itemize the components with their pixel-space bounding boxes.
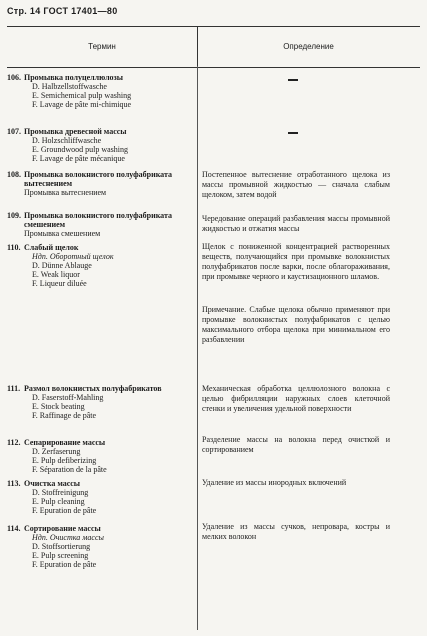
entry-translation-fr: F. Lavage de pâte mi-chimique — [32, 100, 132, 109]
entry-110 — [7, 243, 190, 288]
entry-deprecated-term: Ндп. Очистка массы — [32, 533, 104, 542]
entry-synonym: Промывка вытеснением — [24, 188, 107, 197]
entry-term: Сепарирование массы — [24, 438, 106, 447]
entry-term: Промывка полуцеллюлозы — [24, 73, 124, 82]
entry-term: Размол волокнистых полуфабрикатов — [24, 384, 162, 393]
entry-number: 108. — [7, 170, 21, 179]
entry-translation-en: E. Groundwood pulp washing — [32, 145, 128, 154]
column-divider-body — [197, 66, 198, 630]
entry-number: 111. — [7, 384, 21, 393]
entry-deprecated-term: Ндп. Оборотный щелок — [32, 252, 114, 261]
definition-110-note: Примечание. Слабые щелока обычно применяют при промывке волокнистых полуфабрикатов с целью максимального отбора щелока при минимальном его разбавлении — [202, 305, 390, 344]
entry-term: Очистка массы — [24, 479, 81, 488]
entry-synonym: Промывка смешением — [24, 229, 101, 238]
entry-translation-fr: F. Liqueur diluée — [32, 279, 87, 288]
entry-number: 114. — [7, 524, 21, 533]
entry-109 — [7, 211, 190, 238]
definition-113: Удаление из массы инородных включений — [202, 478, 347, 487]
entry-translation-fr: F. Lavage de pâte mécanique — [32, 154, 125, 163]
definition-dash-107 — [288, 132, 298, 134]
definition-114: Удаление из массы сучков, непровара, костры и мелких волокон — [202, 522, 390, 541]
entry-translation-de: D. Faserstoff-Mahling — [32, 393, 104, 402]
entry-term: Промывка волокнистого полуфабриката смешением — [24, 211, 173, 229]
table-header — [7, 26, 420, 68]
entry-114 — [7, 524, 190, 569]
entry-number: 110. — [7, 243, 21, 252]
entry-translation-en: E. Weak liquor — [32, 270, 80, 279]
definition-108: Постепенное вытеснение отработанного щелока из массы промывной жидкостью — сначала слабым щелоком, затем водой — [202, 170, 390, 199]
entry-number: 113. — [7, 479, 21, 488]
entry-term: Промывка волокнистого полуфабриката вытеснением — [24, 170, 173, 188]
entry-111 — [7, 384, 190, 420]
entry-translation-fr: F. Epuration de pâte — [32, 560, 97, 569]
entry-113 — [7, 479, 190, 515]
entry-term: Сортирование массы — [24, 524, 101, 533]
entry-translation-de: D. Halbzellstoffwasche — [32, 82, 107, 91]
entry-translation-de: D. Dünne Ablauge — [32, 261, 92, 270]
entry-number: 109. — [7, 211, 21, 220]
definition-112: Разделение массы на волокна перед очисткой и сортированием — [202, 435, 390, 454]
entry-number: 112. — [7, 438, 21, 447]
entry-translation-de: D. Zerfaserung — [32, 447, 81, 456]
entry-translation-en: E. Pulp defiberizing — [32, 456, 97, 465]
entry-106 — [7, 73, 190, 109]
column-header-term: Термин — [88, 42, 116, 51]
entry-translation-en: E. Pulp screening — [32, 551, 89, 560]
definition-dash-106 — [288, 79, 298, 81]
entry-translation-fr: F. Raffinage de pâte — [32, 411, 97, 420]
entry-translation-en: E. Pulp cleaning — [32, 497, 85, 506]
entry-term: Промывка древесной массы — [24, 127, 127, 136]
entry-number: 107. — [7, 127, 21, 136]
entry-term: Слабый щелок — [24, 243, 79, 252]
column-header-definition: Определение — [283, 42, 334, 51]
entry-translation-en: E. Semichemical pulp washing — [32, 91, 132, 100]
entry-number: 106. — [7, 73, 21, 82]
definition-110: Щелок с пониженной концентрацией растворенных веществ, получающийся при промывке волокнистых полуфабрикатов после варки, после облагораживания, при промывке черного и каустизационного шламов. — [202, 242, 390, 281]
page-header: Стр. 14 ГОСТ 17401—80 — [7, 6, 118, 16]
definition-111: Механическая обработка целлюлозного волокна с целью фибрилляции наружных слоев клеточной стенки и увеличения удельной поверхности — [202, 384, 390, 413]
definition-109: Чередование операций разбавления массы промывной жидкостью и отжатия массы — [202, 214, 390, 233]
entry-translation-fr: F. Séparation de la pâte — [32, 465, 107, 474]
entry-108 — [7, 170, 190, 197]
entry-translation-de: D. Holzschliffwasche — [32, 136, 102, 145]
entry-translation-en: E. Stock beating — [32, 402, 85, 411]
entry-107 — [7, 127, 190, 163]
entry-translation-fr: F. Epuration de pâte — [32, 506, 97, 515]
entry-translation-de: D. Stoffsortierung — [32, 542, 91, 551]
entry-translation-de: D. Stoffreinigung — [32, 488, 89, 497]
entry-112 — [7, 438, 190, 474]
